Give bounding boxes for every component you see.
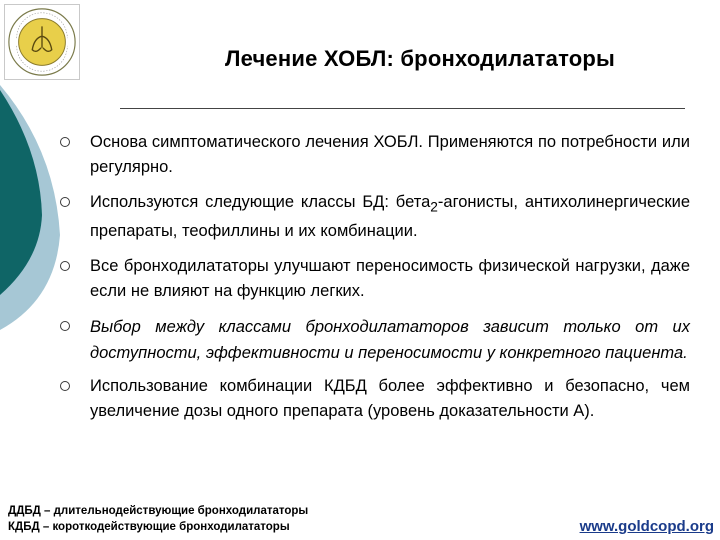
- website-link[interactable]: www.goldcopd.org: [579, 518, 714, 535]
- footnote-kdbd: КДБД – короткодействующие бронходилататоры: [8, 521, 290, 533]
- footnote-ddbd: ДДБД – длительнодействующие бронходилататоры: [8, 505, 309, 517]
- hollow-circle-bullet-icon: [60, 261, 70, 271]
- hollow-circle-bullet-icon: [60, 321, 70, 331]
- list-item: [60, 374, 690, 424]
- hollow-circle-bullet-icon: [60, 197, 70, 207]
- bullet-text: Использование комбинации КДБД более эффективно и безопасно, чем увеличение дозы одного препарата (уровень доказательности А).: [90, 377, 690, 421]
- bullet-text: Все бронходилататоры улучшают переносимость физической нагрузки, даже если не влияют на функцию легких.: [90, 257, 690, 301]
- bullet-list: [60, 130, 690, 434]
- footnotes: [8, 503, 308, 535]
- bullet-text: [90, 193, 690, 240]
- list-item: [60, 130, 690, 180]
- list-item: [60, 314, 690, 366]
- slide-title: Лечение ХОБЛ: бронходилататоры: [224, 46, 616, 71]
- hollow-circle-bullet-icon: [60, 381, 70, 391]
- bullet-text: Выбор между классами бронходилататоров зависит только от их доступности, эффективности и переносимости у конкретного пациента.: [90, 318, 690, 363]
- gold-logo: [4, 4, 80, 80]
- list-item: [60, 254, 690, 304]
- bullet-text-part: -агонисты, антихолинергические препараты, теофиллины и их комбинации.: [90, 193, 690, 241]
- bullet-text-part: Используются следующие классы БД: бета: [90, 193, 431, 211]
- title-divider: [120, 108, 685, 109]
- hollow-circle-bullet-icon: [60, 137, 70, 147]
- bullet-subscript: 2: [430, 199, 438, 215]
- list-item: [60, 190, 690, 244]
- bullet-text: Основа симптоматического лечения ХОБЛ. Применяются по потребности или регулярно.: [90, 133, 690, 176]
